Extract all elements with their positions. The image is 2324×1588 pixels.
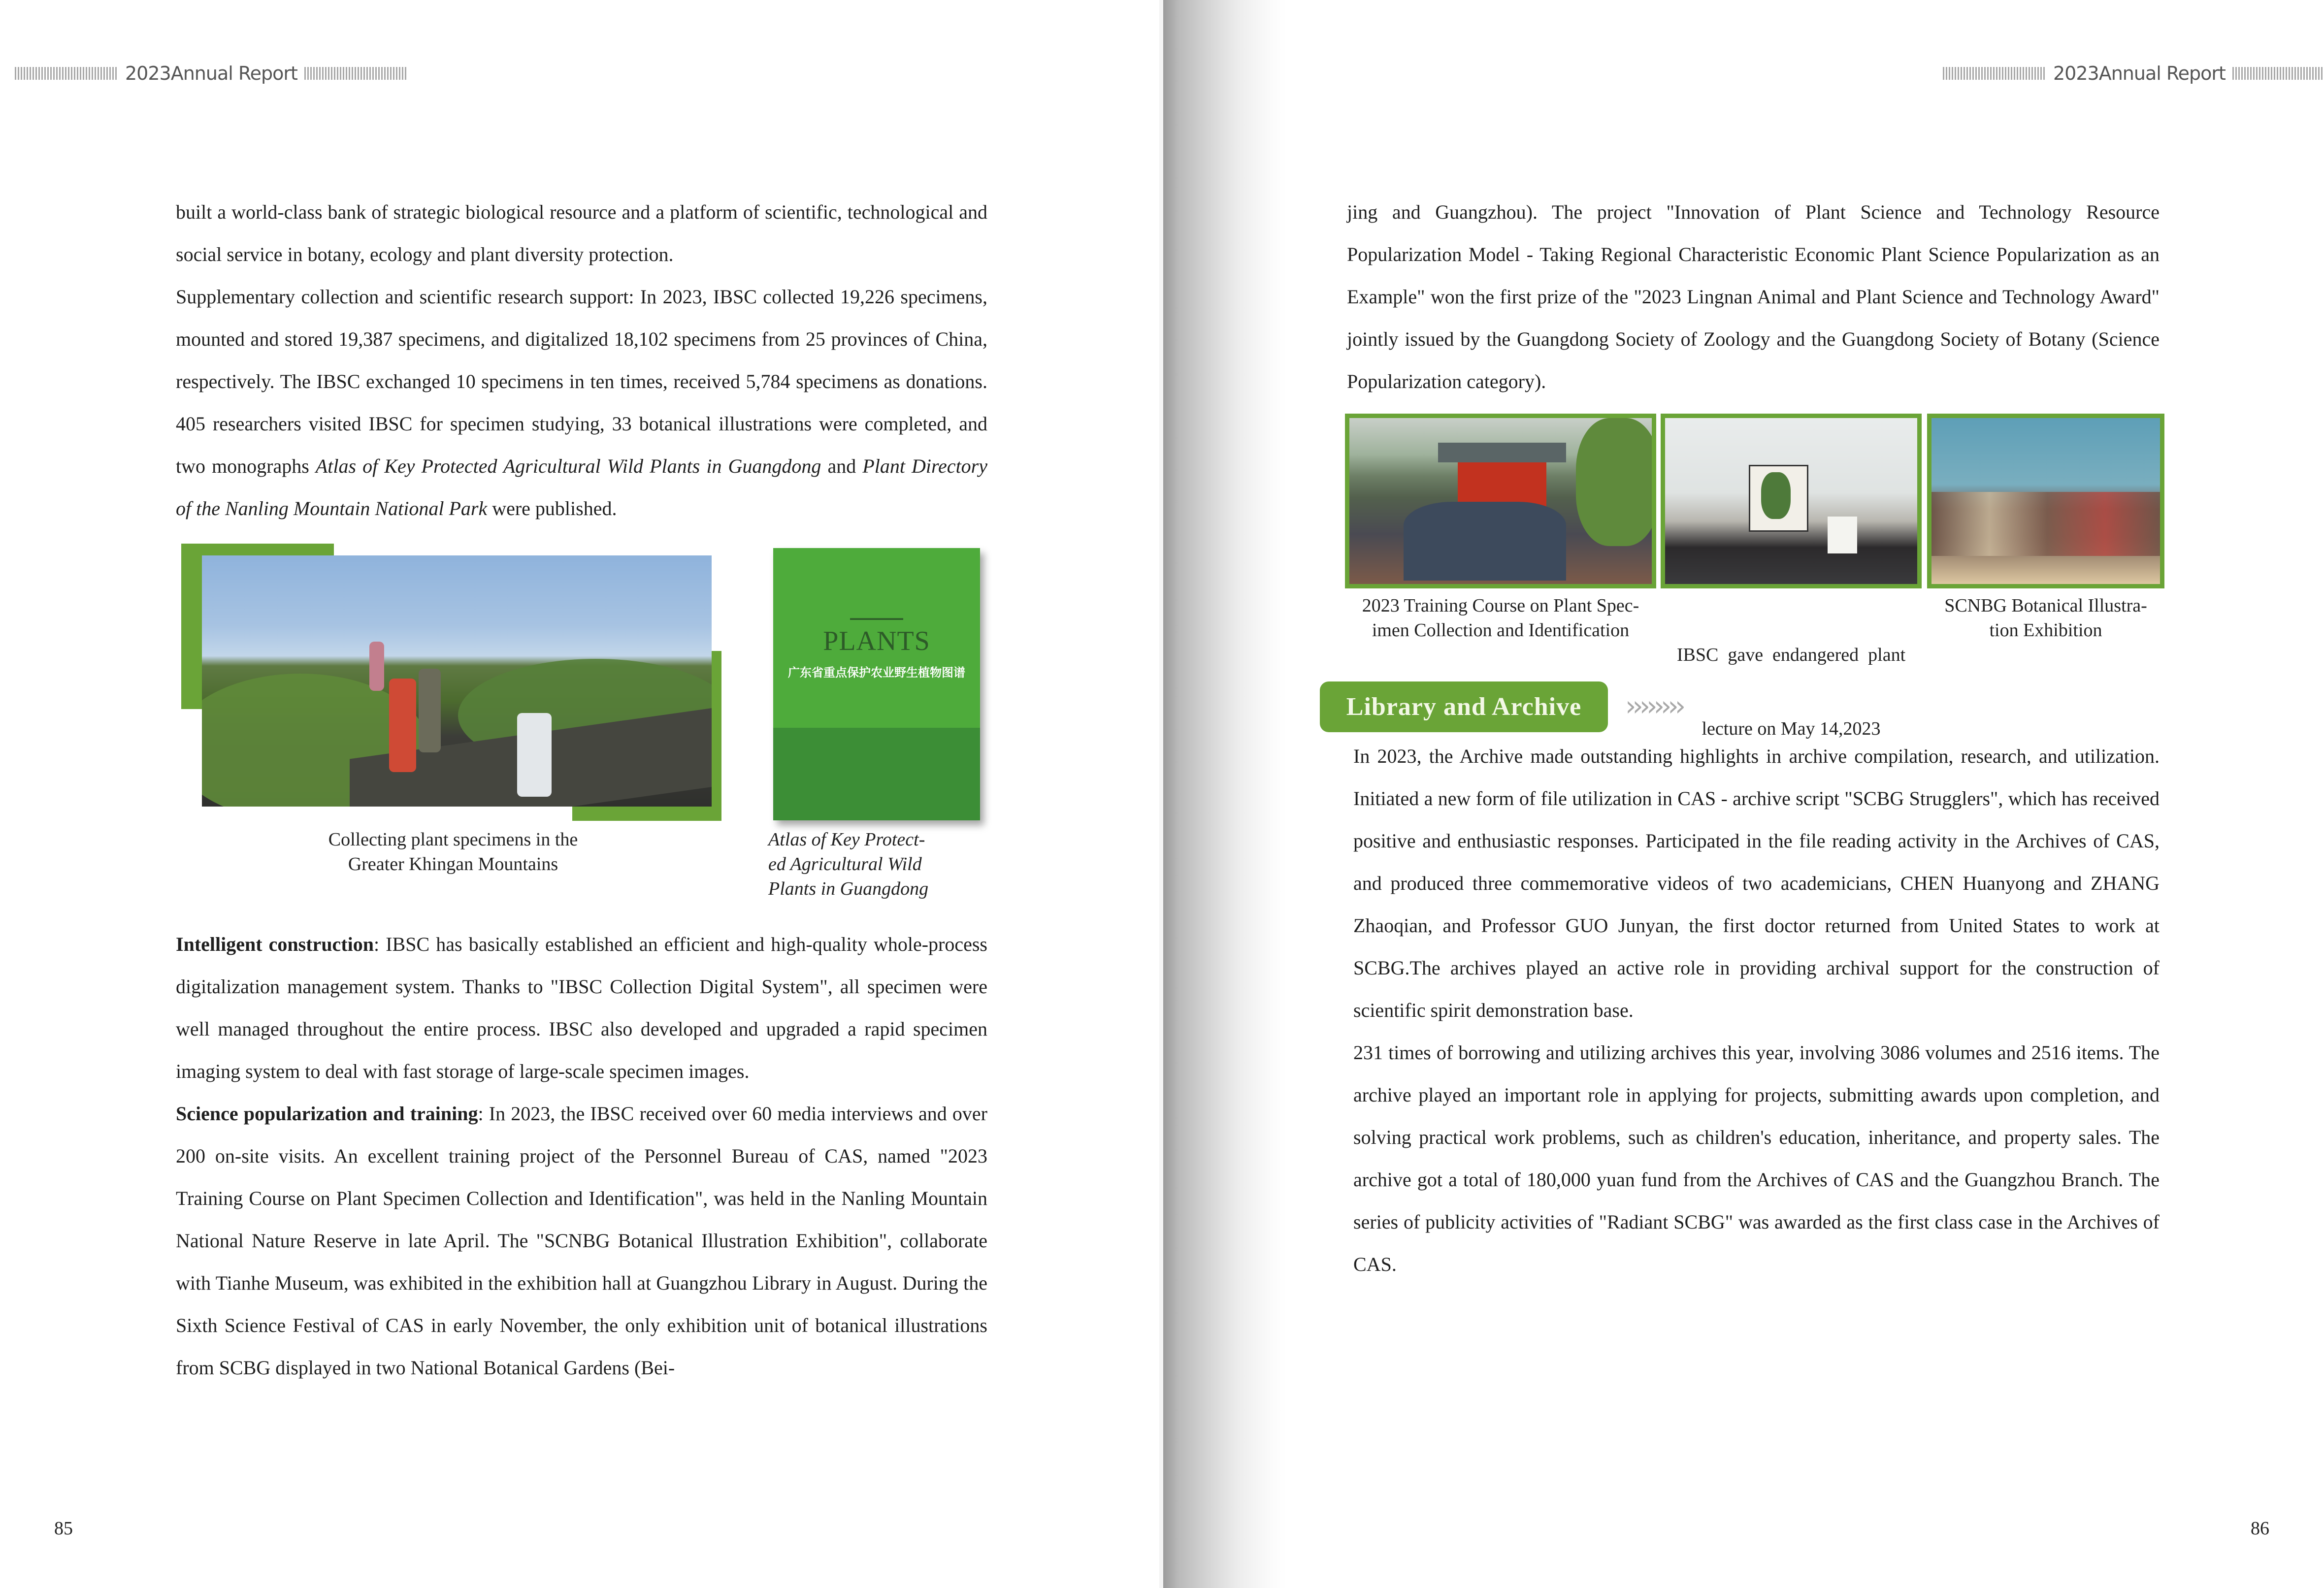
body-paragraphs-left — [176, 923, 987, 1389]
intelligent-construction-label: Intelligent construction — [176, 933, 374, 955]
intro-paragraph — [176, 191, 987, 530]
photo-collecting-specimens — [202, 555, 712, 807]
caption-line: 2023 Training Course on Plant Spec- — [1362, 595, 1639, 616]
caption-exhibition — [1927, 593, 2164, 643]
page-number-left: 85 — [54, 1518, 73, 1539]
science-popularization-text: : In 2023, the IBSC received over 60 media interviews and over 200 on-site visits. An excellent training project of the Personnel Bureau of CAS, named "2023 Training Course on Plant Specimen Collection and Identification", was held in the Nanling Mountain National Nature Reserve in late April. The "SCNBG Botanical Illustration Exhibition", collaborate with Tianhe Museum, was exhibited in the exhibition hall at Guangzhou Library in August. During the Sixth Science Festival of CAS in early November, the only exhibition unit of botanical illustrations from SCBG displayed in two National Botanical Gardens (Bei- — [176, 1102, 988, 1379]
header-decoration-bar — [2232, 67, 2324, 80]
caption-line: Atlas of Key Protect- — [768, 829, 925, 850]
book-title-atlas: Atlas of Key Protected Agricultural Wild Plants in Guangdong — [315, 455, 821, 477]
photo-detail — [517, 713, 552, 797]
photo-detail — [389, 679, 416, 772]
header-title: 2023Annual Report — [125, 63, 297, 84]
photo-detail — [1828, 517, 1857, 553]
archive-paragraph-2: 231 times of borrowing and utilizing archives this year, involving 3086 volumes and 2516 items. The archive played an important role in applying for projects, submitting awards upon completion, and solving practical work problems, such as children's education, inheritance, and property sales. The archive got a total of 180,000 yuan fund from the Archives of CAS and the Guangzhou Branch. The series of publicity activities of "Radiant SCBG" was awarded as the first class case in the Archives of CAS. — [1353, 1041, 2160, 1275]
continued-paragraph — [1347, 191, 2160, 403]
intelligent-construction-text: : IBSC has basically established an efficient and high-quality whole-process digitalization management system. Thanks to "IBSC Collection Digital System", all specimen were well managed throughout the entire process. IBSC also developed and upgraded a rapid specimen imaging system to deal with fast storage of large-scale specimen images. — [176, 933, 987, 1082]
caption-line: IBSC gave endangered plant — [1676, 645, 1906, 665]
caption-line: lecture on May 14,2023 — [1702, 718, 1881, 739]
supplementary-text: Supplementary collection and scientific research support: In 2023, IBSC collected 19,226 specimens, mounted and stored 19,387 specimens, and digitalized 18,102 specimens from 25 provinces of China, respectively. The IBSC exchanged 10 specimens in ten times, received 5,784 specimens as donations. 405 researchers visited IBSC for specimen studying, 33 botanical illustrations were completed, and two monographs — [176, 286, 987, 477]
photo-exhibition — [1927, 414, 2164, 588]
page-number-right: 86 — [2251, 1518, 2269, 1539]
continued-text: jing and Guangzhou). The project "Innovation of Plant Science and Technology Resource Popularization Model - Taking Regional Characteristic Economic Plant Science Popularization as an Example" won the first prize of the "2023 Lingnan Animal and Plant Science and Technology Award" jointly issued by the Guangdong Society of Zoology and the Guangdong Society of Botany (Science Popularization category). — [1347, 201, 2160, 392]
caption-line: imen Collection and Identification — [1372, 620, 1630, 641]
running-header-left — [15, 60, 408, 87]
header-decoration-bar — [304, 67, 408, 80]
archive-paragraph-1: In 2023, the Archive made outstanding highlights in archive compilation, research, and utilization. Initiated a new form of file utilization in CAS - archive script "SCBG Strugglers", which has received positive and enthusiastic responses. Participated in the file reading activity in the Archives of CAS, and produced three commemorative videos of two academicians, CHEN Huanyong and ZHANG Zhaoqian, and Professor GUO Junyan, the first doctor returned from United States to work at SCBG.The archives played an active role in providing archival support for the construction of scientific spirit demonstration base. — [1353, 745, 2160, 1021]
science-popularization-paragraph — [176, 1093, 987, 1389]
photo-detail — [1438, 443, 1566, 462]
book-cover-title-en: PLANTS — [823, 626, 930, 656]
caption-line: tion Exhibition — [1989, 620, 2102, 641]
caption-line: SCNBG Botanical Illustra- — [1944, 595, 2147, 616]
caption-line: ed Agricultural Wild — [768, 854, 922, 875]
caption-line: Collecting plant specimens in the — [328, 829, 578, 850]
section-heading-library-archive: Library and Archive — [1320, 681, 1608, 732]
photo-detail — [1458, 462, 1546, 507]
photo-lecture — [1661, 414, 1922, 588]
intro-text: built a world-class bank of strategic biological resource and a platform of scientific, technological and social service in botany, ecology and plant diversity protection. — [176, 201, 987, 265]
photo-detail — [1761, 472, 1791, 519]
photo-detail — [419, 669, 441, 752]
book-cover-lower — [773, 728, 980, 820]
caption-collecting — [276, 827, 630, 876]
caption-line: Plants in Guangdong — [768, 878, 929, 899]
book-spine-shadow — [1163, 0, 1286, 1588]
running-header-right — [1943, 60, 2324, 87]
caption-book — [768, 827, 985, 901]
caption-training-course — [1345, 593, 1656, 643]
caption-line: Greater Khingan Mountains — [348, 854, 558, 875]
science-popularization-label: Science popularization and training — [176, 1102, 478, 1125]
supplementary-end: were published. — [487, 497, 617, 519]
book-title-nanling: Plant Directory of the Nanling Mountain National Park — [176, 455, 987, 519]
book-cover-subtitle-lines: ▬▬▬▬▬▬▬▬▬ — [850, 615, 903, 621]
intelligent-construction-paragraph — [176, 923, 987, 1093]
photo-detail — [369, 642, 384, 691]
header-decoration-bar — [1943, 67, 2046, 80]
header-title: 2023Annual Report — [2053, 63, 2226, 84]
book-cover-title-cn: 广东省重点保护农业野生植物图谱 — [788, 666, 965, 680]
page-gutter-edge — [1159, 0, 1163, 1588]
photo-detail — [1981, 428, 2040, 482]
photo-training-course — [1345, 414, 1656, 588]
photo-detail — [1404, 502, 1566, 581]
header-decoration-bar — [15, 67, 118, 80]
archive-paragraphs — [1353, 735, 2160, 1286]
supplementary-paragraph — [176, 276, 987, 530]
chevrons-decoration-icon: ›››››››› — [1625, 690, 1682, 722]
conjunction-text: and — [821, 455, 863, 477]
photo-detail — [1931, 492, 2163, 556]
book-cover-atlas — [773, 548, 980, 820]
photo-detail — [1576, 418, 1656, 546]
